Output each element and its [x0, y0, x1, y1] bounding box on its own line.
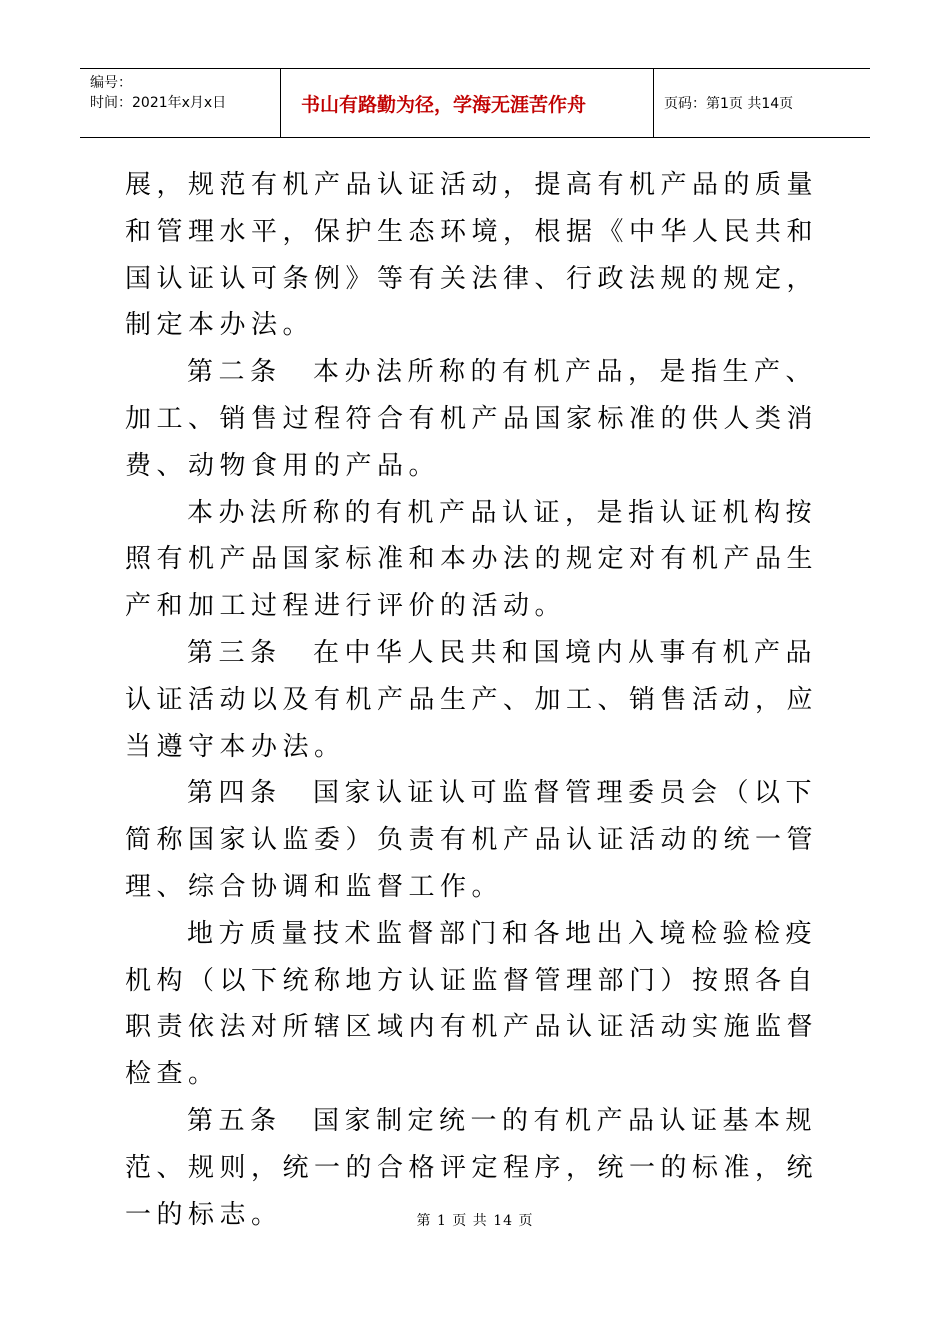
header-meta-cell [80, 69, 281, 137]
document-code-label: 编号： [90, 75, 132, 91]
header-motto: 书山有路勤为径，学海无涯苦作舟 [281, 69, 654, 137]
document-header [80, 68, 870, 138]
paragraph-article-2: 第二条 本办法所称的有机产品，是指生产、加工、销售过程符合有机产品国家标准的供人类消费、动物食用的产品。 [125, 357, 819, 481]
paragraph: 展，规范有机产品认证活动，提高有机产品的质量和管理水平，保护生态环境，根据《中华人民共和国认证认可条例》等有关法律、行政法规的规定，制定本办法。 [125, 170, 819, 341]
paragraph-article-5: 第五条 国家制定统一的有机产品认证基本规范、规则，统一的合格评定程序，统一的标准，统一的标志。 [125, 1105, 819, 1230]
paragraph-article-3: 第三条 在中华人民共和国境内从事有机产品认证活动以及有机产品生产、加工、销售活动，应当遵守本办法。 [125, 637, 819, 762]
paragraph: 本办法所称的有机产品认证，是指认证机构按照有机产品国家标准和本办法的规定对有机产品生产和加工过程进行评价的活动。 [125, 497, 819, 622]
document-date: 时间：2021年x月x日 [90, 95, 227, 111]
document-body [125, 162, 833, 1238]
page-footer: 第 1 页 共 14 页 [416, 1213, 534, 1229]
header-page-info: 页码：第1页 共14页 [664, 96, 794, 112]
paragraph: 地方质量技术监督部门和各地出入境检验检疫机构（以下统称地方认证监督管理部门）按照各自职责依法对所辖区域内有机产品认证活动实施监督检查。 [125, 918, 819, 1090]
paragraph-article-4: 第四条 国家认证认可监督管理委员会（以下简称国家认监委）负责有机产品认证活动的统一管理、综合协调和监督工作。 [125, 778, 819, 902]
